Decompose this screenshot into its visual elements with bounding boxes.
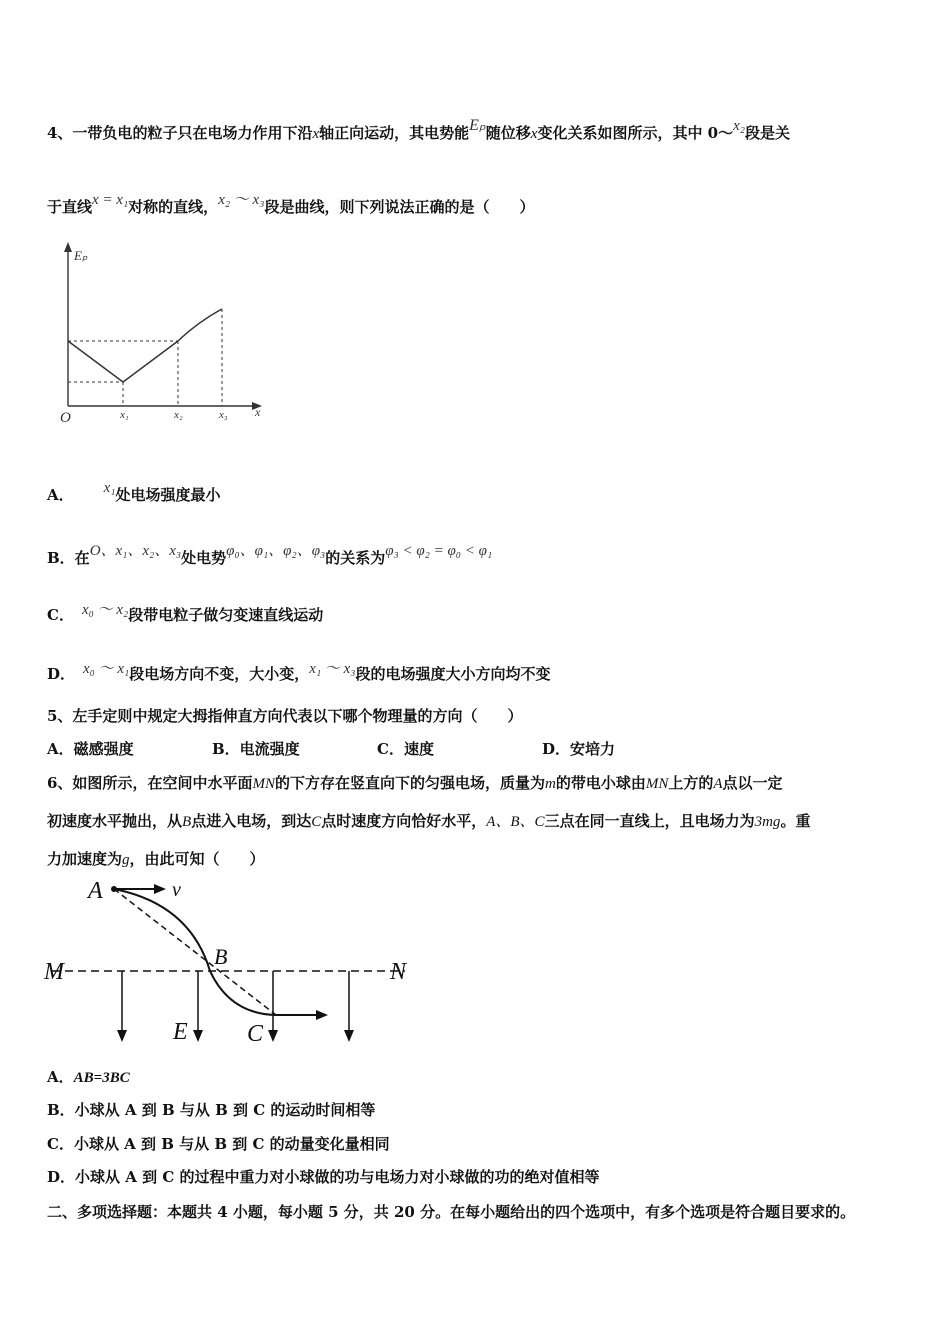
field-arrow-icon [193, 1030, 203, 1042]
label-m: M [44, 959, 64, 985]
label-n: N [390, 959, 407, 985]
graph-xlabel: x [255, 405, 261, 419]
option-text: 段的电场强度大小方向均不变 [355, 665, 551, 683]
option-math: φ₀、φ₁、φ₂、φ₃ [226, 543, 326, 559]
q4-stem-line1 [47, 115, 790, 143]
q5-options [47, 738, 615, 759]
q4-symmetry-line: x = x₁ [92, 192, 129, 208]
option-math: O、x₁、x₂、x₃ [89, 543, 182, 559]
option-text: 段电场方向不变，大小变， [129, 665, 310, 683]
q6-mn: MN [252, 776, 275, 792]
q6-stem-text: 三点在同一直线上，且电场力为 [544, 812, 755, 830]
q6-option-c: C．小球从 A 到 B 与从 B 到 C 的动量变化量相同 [47, 1135, 390, 1153]
q6-stem-line2 [47, 810, 810, 831]
ep-curve [178, 309, 222, 341]
q6-points: A、B、C [486, 814, 545, 830]
q6-mn: MN [645, 776, 669, 792]
label-e: E [173, 1019, 188, 1045]
option-label: A． [47, 1068, 74, 1086]
q4-stem-text: 随位移 [485, 124, 531, 142]
q6-point-b: B [182, 814, 192, 830]
q6-force: 3mg [754, 814, 781, 830]
option-math: x₁ ～ x₃ [309, 661, 356, 677]
q6-stem-text: 力加速度为 [47, 850, 123, 868]
q6-point-c: C [311, 814, 322, 830]
option-label: B．在 [47, 549, 90, 567]
option-math: x₀ ～ x₁ [83, 661, 130, 677]
field-figure [40, 874, 430, 1059]
field-arrow-icon [117, 1030, 127, 1042]
q4-stem-text: 段是关 [745, 124, 791, 142]
q5-option-a: A．磁感强度 [47, 740, 134, 758]
q6-stem-text: ，由此可知（ ） [129, 850, 265, 868]
q6-point-a: A [713, 776, 723, 792]
q6-stem-line1 [47, 772, 783, 793]
ep-line-ascending [123, 341, 178, 382]
option-label: D． [47, 665, 76, 683]
option-math: AB=3BC [73, 1070, 130, 1086]
q6-option-d: D．小球从 A 到 C 的过程中重力对小球做的功与电场力对小球做的功的绝对值相等 [47, 1168, 600, 1186]
q4-stem-text: 4、一带负电的粒子只在电场力作用下沿 [47, 124, 313, 142]
q6-stem-text: 的带电小球由 [555, 774, 646, 792]
q4-option-a [47, 480, 221, 505]
q6-gravity: g [122, 852, 130, 868]
velocity-arrow-icon [154, 884, 166, 894]
graph-ylabel: Eₚ [74, 248, 88, 263]
q4-stem-text: 段是曲线，则下列说法正确的是（ ） [264, 198, 535, 216]
q4-ep-symbol: Eₚ [469, 117, 486, 134]
option-text: 的关系为 [325, 549, 386, 567]
label-c: C [247, 1021, 264, 1047]
label-b: B [214, 944, 228, 969]
q6-stem-text: 点时速度方向恰好水平， [321, 812, 487, 830]
q6-stem-line3 [47, 848, 265, 869]
label-v: v [172, 879, 181, 901]
q4-stem-line2 [47, 188, 534, 217]
q6-stem-text: 6、如图所示，在空间中水平面 [47, 774, 253, 792]
q6-stem-text: 点进入电场，到达 [191, 812, 312, 830]
q4-range: x₂ ～ x₃ [218, 192, 265, 208]
q5-stem: 5、左手定则中规定大拇指伸直方向代表以下哪个物理量的方向（ ） [47, 707, 523, 725]
q6-stem-text: 上方的 [668, 774, 714, 792]
section-2-heading: 二、多项选择题：本题共 4 小题，每小题 5 分，共 20 分。在每小题给出的四个选项中，有多个选项是符合题目要求的。 [47, 1203, 856, 1221]
q4-x-var: x [312, 126, 320, 142]
option-text: 处电势 [181, 549, 227, 567]
q6-stem-text: 的下方存在竖直向下的匀强电场，质量为 [274, 774, 545, 792]
q4-stem-text: 于直线 [47, 198, 93, 216]
q6-mass: m [544, 776, 556, 792]
q4-option-b [47, 539, 492, 568]
option-math: x₀ ～ x₂ [81, 602, 129, 618]
q4-option-d [47, 657, 551, 684]
option-label: A． [47, 486, 74, 504]
tick-x3: x₃ [219, 409, 228, 421]
q5-option-b: B．电流强度 [212, 740, 300, 758]
graph-origin: O [60, 410, 71, 426]
ep-x-graph [52, 238, 277, 438]
ep-line-descending [68, 341, 123, 382]
label-a: A [88, 878, 103, 904]
q6-stem-text: 初速度水平抛出，从 [47, 812, 183, 830]
option-math: x₁ [103, 480, 116, 496]
q5-option-c: C．速度 [377, 740, 434, 758]
option-label: C． [47, 606, 74, 624]
q6-option-a [47, 1066, 130, 1087]
trajectory-bc [210, 971, 276, 1015]
tick-x2: x₂ [174, 409, 183, 421]
line-abc [114, 889, 276, 1015]
field-arrow-icon [344, 1030, 354, 1042]
q5-option-d: D．安培力 [542, 740, 616, 758]
option-text: 段带电粒子做匀变速直线运动 [128, 606, 324, 624]
q4-stem-text: 变化关系如图所示，其中 0～ [537, 124, 734, 142]
q4-x2-symbol: x₂ [733, 118, 745, 134]
q4-x-var: x [530, 126, 538, 142]
option-math: φ₃ < φ₂ = φ₀ < φ₁ [385, 543, 493, 559]
field-arrow-icon [268, 1030, 278, 1042]
q6-stem-text: 点以一定 [722, 774, 783, 792]
q6-stem-text: 。重 [780, 812, 811, 830]
q4-option-c [47, 598, 323, 625]
option-text: 处电场强度最小 [115, 486, 221, 504]
velocity-c-arrow-icon [316, 1010, 328, 1020]
q4-stem-text: 对称的直线， [128, 198, 219, 216]
q6-option-b: B．小球从 A 到 B 与从 B 到 C 的运动时间相等 [47, 1101, 376, 1119]
y-axis-arrow-icon [64, 242, 72, 252]
q4-stem-text: 轴正向运动，其电势能 [319, 124, 470, 142]
trajectory-ab [114, 889, 210, 971]
tick-x1: x₁ [120, 409, 129, 421]
